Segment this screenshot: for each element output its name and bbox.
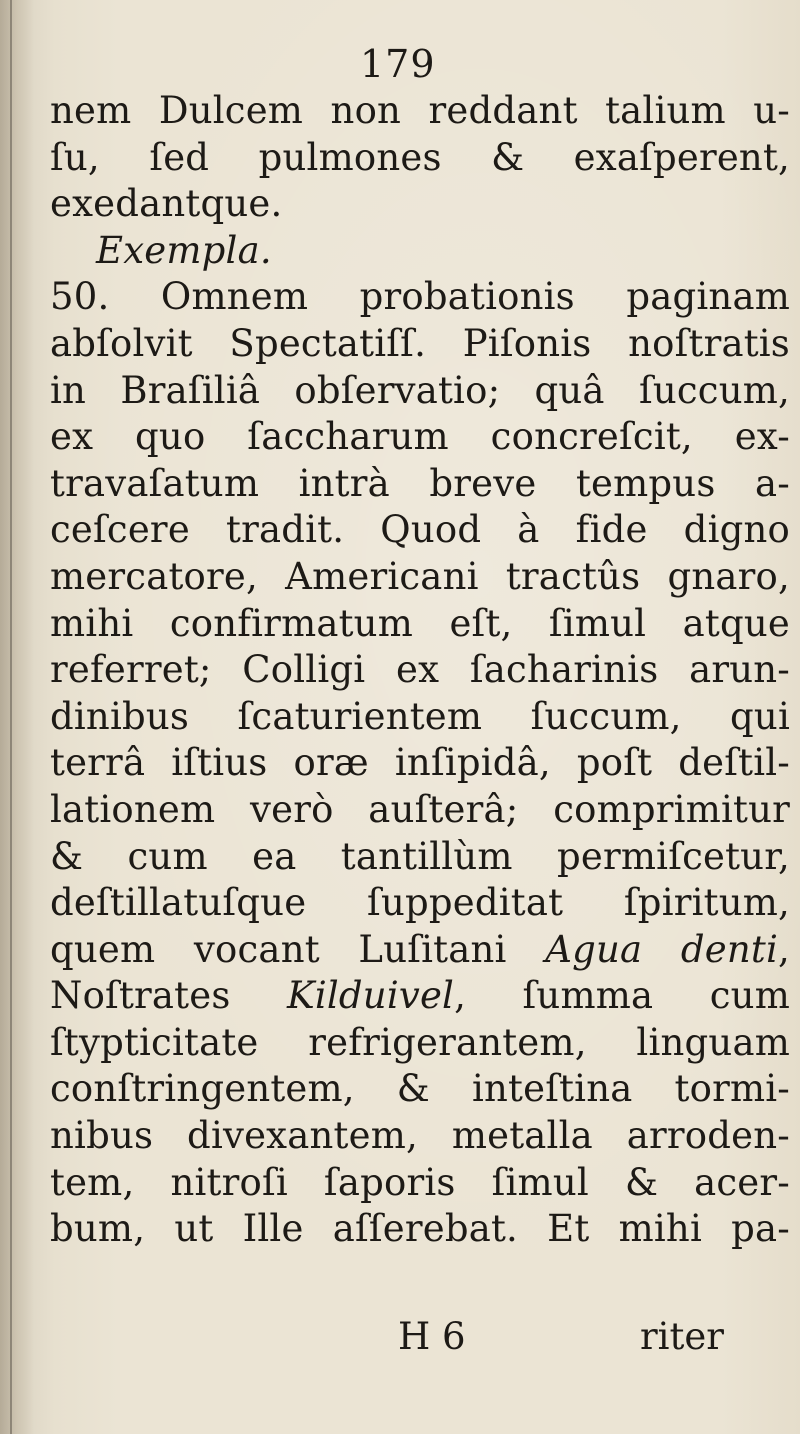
text-line-9: travaſatum intrà breve tempus a- xyxy=(50,461,790,505)
text-line-23: nibus divexantem, metalla arroden- xyxy=(50,1114,790,1158)
text-line-16: lationem verò auſterâ; comprimitur xyxy=(50,787,790,831)
text-line-10: ceſcere tradit. Quod à fide digno xyxy=(50,508,790,552)
text-line-22: conſtringentem, & inteſtina tormi- xyxy=(50,1067,790,1111)
text-line-14: dinibus ſcaturientem ſuccum, qui xyxy=(50,694,790,738)
text-line-18: deſtillatuſque ſuppeditat ſpiritum, xyxy=(50,881,790,925)
gutter-edge-line xyxy=(10,0,12,1434)
catchword: riter xyxy=(640,1315,724,1358)
text-line-6: abſolvit Spectatiſſ. Piſonis noſtratis xyxy=(50,321,790,365)
text-line-15: terrâ iſtius oræ inſipidâ, poſt deſtil- xyxy=(50,741,790,785)
italic-term: Agua denti xyxy=(545,927,779,971)
text-line-5: 50. Omnem probationis paginam xyxy=(50,275,790,319)
text-line-25: bum, ut Ille aſſerebat. Et mihi pa- xyxy=(50,1207,790,1251)
page-text-block xyxy=(50,88,790,1253)
text-line-11: mercatore, Americani tractûs gnaro, xyxy=(50,554,790,598)
signature-mark: H 6 xyxy=(398,1315,466,1358)
text-line-2: ſu, ſed pulmones & exaſperent, xyxy=(50,135,790,179)
text-line-3: exedantque. xyxy=(50,182,283,226)
italic-term: Kilduivel xyxy=(287,974,455,1018)
section-heading: Exempla. xyxy=(96,228,272,272)
text-line-20: Noſtrates Kilduivel, ſumma cum xyxy=(50,974,790,1018)
text-line-8: ex quo ſaccharum concreſcit, ex- xyxy=(50,415,790,459)
text-line-7: in Braſiliâ obſervatio; quâ ſuccum, xyxy=(50,368,790,412)
text-line-19 xyxy=(50,927,790,974)
page-number: 179 xyxy=(360,42,436,86)
text-line-12: mihi confirmatum eſt, ſimul atque xyxy=(50,601,790,645)
text-line-13: referret; Colligi ex ſacharinis arun- xyxy=(50,648,790,692)
page-gutter-shadow xyxy=(0,0,34,1434)
text-line-24: tem, nitroſi ſaporis ſimul & acer- xyxy=(50,1160,790,1204)
text-line-17: & cum ea tantillùm permiſcetur, xyxy=(50,834,790,878)
page-footer xyxy=(0,1315,800,1365)
text-line-19-a: quem vocant Luſitani Agua denti, xyxy=(50,927,790,971)
text-line-21: ſtypticitate refrigerantem, linguam xyxy=(50,1020,790,1064)
text-line-1: nem Dulcem non reddant talium u- xyxy=(50,89,790,132)
